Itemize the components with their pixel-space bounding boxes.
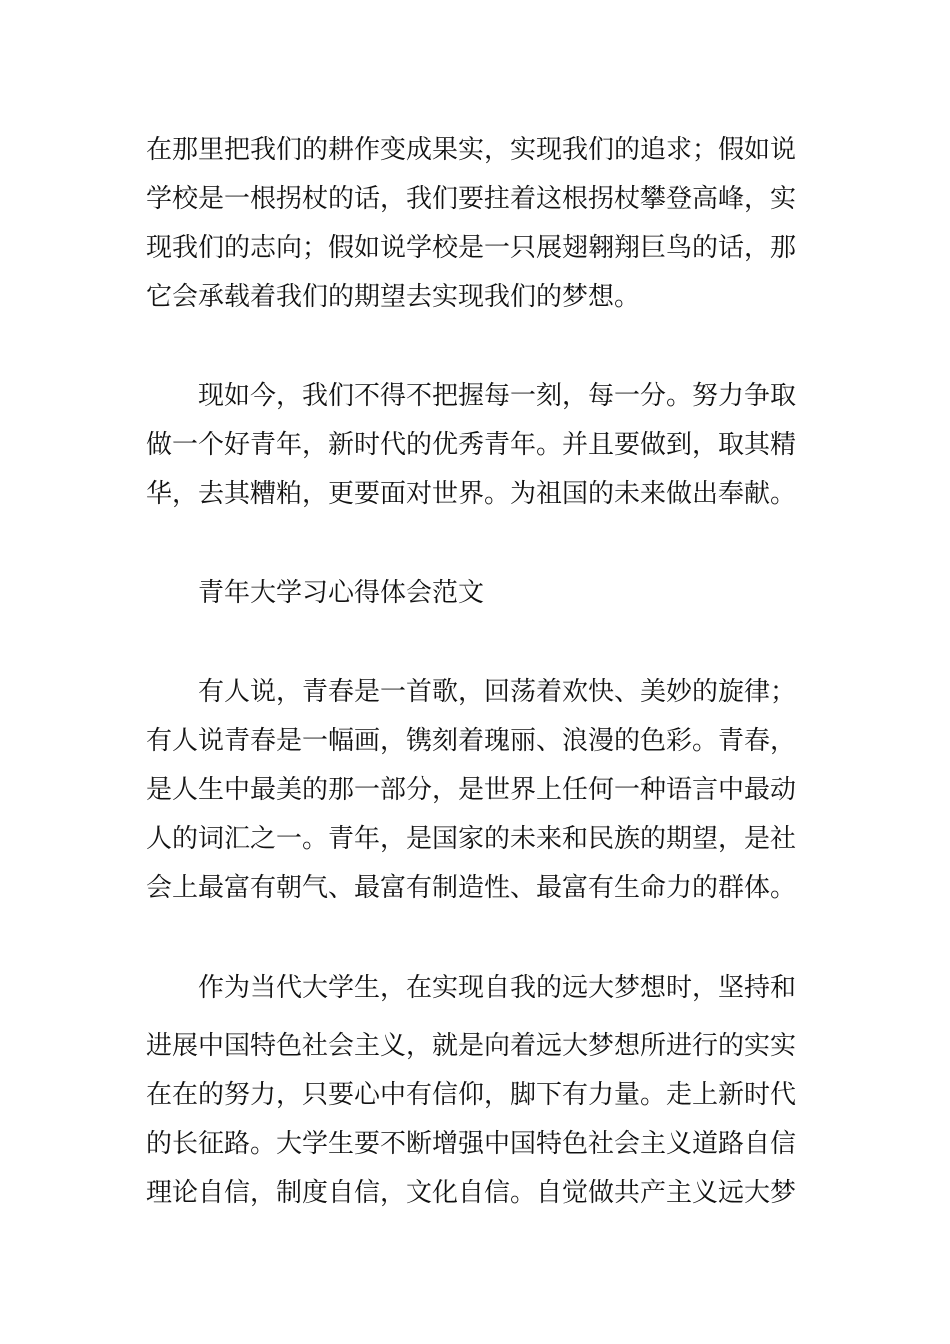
paragraph-4-line-3: 是人生中最美的那一部分，是世界上任何一种语言中最动 [146,775,797,805]
paragraph-4-line-5: 会上最富有朝气、最富有制造性、最富有生命力的群体。 [146,873,797,903]
paragraph-5-line-4: 的长征路。大学生要不断增强中国特色社会主义道路自信 [146,1129,797,1159]
paragraph-5-line-5: 理论自信，制度自信，文化自信。自觉做共产主义远大梦 [146,1178,797,1208]
paragraph-1-line-1: 在那里把我们的耕作变成果实，实现我们的追求；假如说 [146,135,797,165]
paragraph-1-line-2: 学校是一根拐杖的话，我们要拄着这根拐杖攀登高峰，实 [146,184,797,214]
paragraph-2-line-2: 做一个好青年，新时代的优秀青年。并且要做到，取其精 [146,430,797,460]
paragraph-4-line-1: 有人说，青春是一首歌，回荡着欢快、美妙的旋律； [198,677,797,707]
paragraph-5-line-2: 进展中国特色社会主义，就是向着远大梦想所进行的实实 [146,1031,797,1061]
paragraph-5-line-1: 作为当代大学生，在实现自我的远大梦想时，坚持和 [198,973,797,1003]
paragraph-4-line-2: 有人说青春是一幅画，镌刻着瑰丽、浪漫的色彩。青春， [146,726,797,756]
paragraph-1-line-4: 它会承载着我们的期望去实现我们的梦想。 [146,282,641,312]
paragraph-5-line-3: 在在的努力，只要心中有信仰，脚下有力量。走上新时代 [146,1080,797,1110]
paragraph-1-line-3: 现我们的志向；假如说学校是一只展翅翱翔巨鸟的话，那 [146,233,797,263]
section-heading: 青年大学习心得体会范文 [198,578,485,608]
paragraph-4-line-4: 人的词汇之一。青年，是国家的未来和民族的期望，是社 [146,824,797,854]
paragraph-2-line-1: 现如今，我们不得不把握每一刻，每一分。努力争取 [198,381,797,411]
paragraph-2-line-3: 华，去其糟粕，更要面对世界。为祖国的未来做出奉献。 [146,479,797,509]
